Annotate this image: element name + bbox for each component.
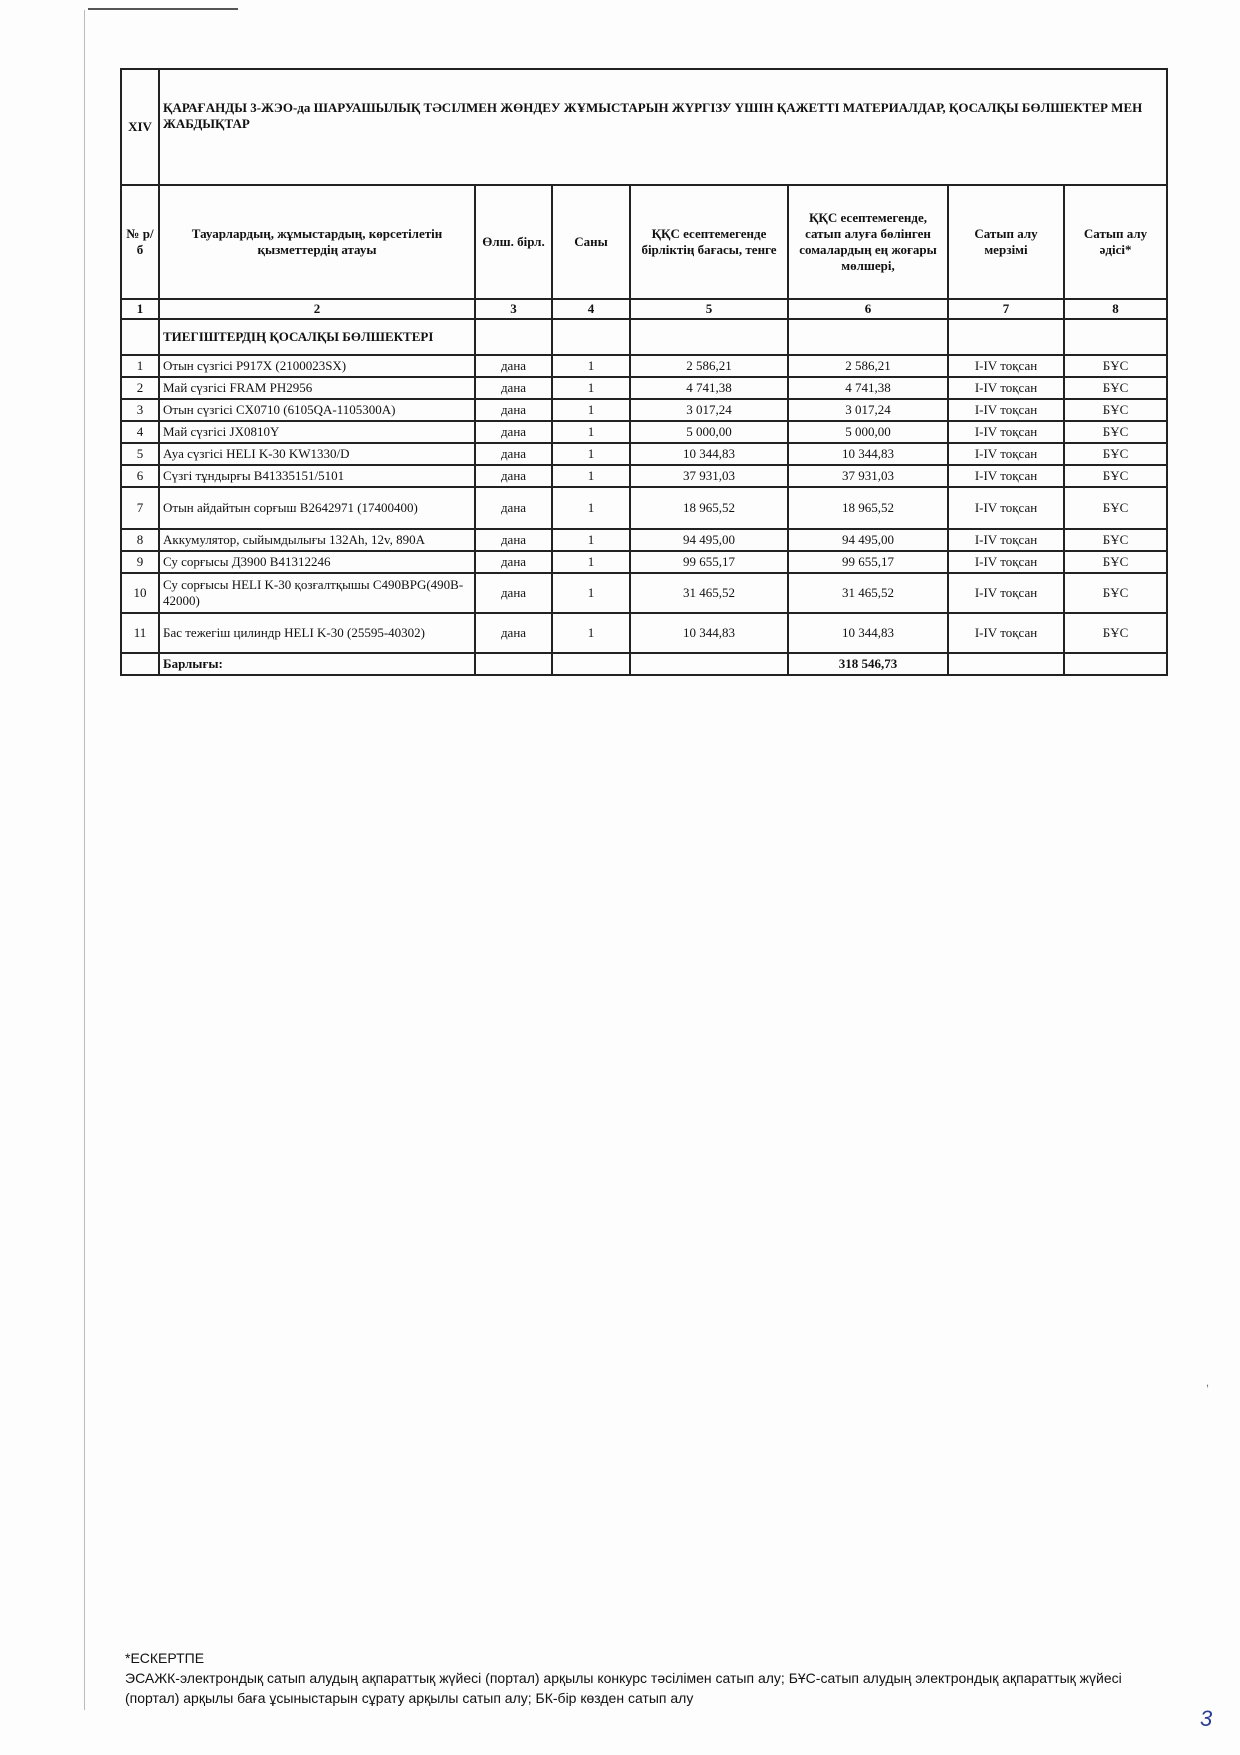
item-price: 37 931,03 [630,465,788,487]
item-name: Отын сүзгісі CX0710 (6105QA-1105300A) [159,399,475,421]
row-number: 5 [121,443,159,465]
row-number: 9 [121,551,159,573]
table-body [121,355,1167,653]
item-term: I-IV тоқсан [948,377,1064,399]
item-qty: 1 [552,443,630,465]
header-total: ҚҚС есептемегенде, сатып алуға бөлінген сомалардың ең жоғары мөлшері, [788,185,948,299]
item-name: Ауа сүзгісі HELI K-30 KW1330/D [159,443,475,465]
item-qty: 1 [552,487,630,529]
row-number: 8 [121,529,159,551]
item-unit: дана [475,377,552,399]
column-number: 8 [1064,299,1167,319]
item-price: 2 586,21 [630,355,788,377]
item-qty: 1 [552,529,630,551]
item-qty: 1 [552,551,630,573]
item-name: Отын сүзгісі P917X (2100023SX) [159,355,475,377]
header-num: № р/б [121,185,159,299]
item-price: 3 017,24 [630,399,788,421]
item-term: I-IV тоқсан [948,613,1064,653]
header-term: Сатып алу мерзімі [948,185,1064,299]
table-row [121,355,1167,377]
item-term: I-IV тоқсан [948,465,1064,487]
item-total: 18 965,52 [788,487,948,529]
column-number: 6 [788,299,948,319]
item-method: БҰС [1064,573,1167,613]
item-unit: дана [475,399,552,421]
item-unit: дана [475,551,552,573]
item-unit: дана [475,613,552,653]
row-number: 4 [121,421,159,443]
item-qty: 1 [552,399,630,421]
column-number: 5 [630,299,788,319]
table-row [121,613,1167,653]
item-price: 94 495,00 [630,529,788,551]
item-total: 10 344,83 [788,613,948,653]
header-unit: Өлш. бірл. [475,185,552,299]
item-price: 5 000,00 [630,421,788,443]
item-total: 5 000,00 [788,421,948,443]
item-price: 10 344,83 [630,613,788,653]
item-method: БҰС [1064,529,1167,551]
item-name: Аккумулятор, сыйымдылығы 132Ah, 12v, 890A [159,529,475,551]
table-row [121,421,1167,443]
item-qty: 1 [552,613,630,653]
item-qty: 1 [552,355,630,377]
item-unit: дана [475,355,552,377]
item-method: БҰС [1064,355,1167,377]
table-row [121,551,1167,573]
header-row [121,185,1167,299]
table-row [121,573,1167,613]
item-total: 2 586,21 [788,355,948,377]
item-unit: дана [475,529,552,551]
row-number: 7 [121,487,159,529]
item-name: Бас тежегіш цилиндр HELI K-30 (25595-40302) [159,613,475,653]
item-price: 31 465,52 [630,573,788,613]
item-price: 18 965,52 [630,487,788,529]
item-name: Отын айдайтын сорғыш B2642971 (17400400) [159,487,475,529]
table-row [121,443,1167,465]
item-total: 4 741,38 [788,377,948,399]
row-number: 11 [121,613,159,653]
item-unit: дана [475,465,552,487]
item-method: БҰС [1064,487,1167,529]
header-method: Сатып алу әдісі* [1064,185,1167,299]
item-name: Су сорғысы HELI K-30 қозғалтқышы C490BPG(490B-42000) [159,573,475,613]
total-value: 318 546,73 [788,653,948,675]
row-number: 3 [121,399,159,421]
item-name: Сүзгі тұндырғы B41335151/5101 [159,465,475,487]
column-number: 1 [121,299,159,319]
item-method: БҰС [1064,399,1167,421]
footnote-text: ЭСАЖК-электрондық сатып алудың ақпараттық жүйесі (портал) арқылы конкурс тәсілімен сатып алу; БҰС-сатып алудың электрондық ақпараттық жүйесі (портал) арқылы баға ұсыныстарын сұрату арқылы сатып алу; БК-бір көзден сатып алу [125,1670,1122,1706]
scan-edge-left [84,10,85,1710]
item-total: 10 344,83 [788,443,948,465]
group-title: ТИЕГІШТЕРДІҢ ҚОСАЛҚЫ БӨЛШЕКТЕРІ [159,319,475,355]
item-term: I-IV тоқсан [948,573,1064,613]
item-term: I-IV тоқсан [948,529,1064,551]
table-row [121,399,1167,421]
table-row [121,487,1167,529]
section-title: ҚАРАҒАНДЫ 3-ЖЭО-да ШАРУАШЫЛЫҚ ТӘСІЛМЕН ЖӨНДЕУ ЖҰМЫСТАРЫН ЖҮРГІЗУ ҮШІН ҚАЖЕТТІ МАТЕРИАЛДАР, ҚОСАЛҚЫ БӨЛШЕКТЕР МЕН ЖАБДЫҚТАР [159,69,1167,185]
item-unit: дана [475,443,552,465]
row-number: 6 [121,465,159,487]
item-price: 10 344,83 [630,443,788,465]
header-name: Тауарлардың, жұмыстардың, көрсетілетін қызметтердің атауы [159,185,475,299]
column-number-row [121,299,1167,319]
item-method: БҰС [1064,613,1167,653]
row-number: 1 [121,355,159,377]
item-total: 94 495,00 [788,529,948,551]
item-method: БҰС [1064,465,1167,487]
header-unit-price: ҚҚС есептемегенде бірліктің бағасы, тенге [630,185,788,299]
total-row [121,653,1167,675]
row-number: 2 [121,377,159,399]
item-method: БҰС [1064,551,1167,573]
footnote [125,1648,1165,1708]
column-number: 3 [475,299,552,319]
total-label: Барлығы: [159,653,475,675]
item-term: I-IV тоқсан [948,399,1064,421]
table-row [121,529,1167,551]
column-number: 4 [552,299,630,319]
section-row [121,69,1167,185]
item-total: 37 931,03 [788,465,948,487]
item-unit: дана [475,573,552,613]
header-qty: Саны [552,185,630,299]
scan-mark: , [1206,1377,1210,1389]
table-row [121,377,1167,399]
item-name: Су сорғысы Д3900 B41312246 [159,551,475,573]
item-price: 4 741,38 [630,377,788,399]
item-price: 99 655,17 [630,551,788,573]
footnote-title: *ЕСКЕРТПЕ [125,1650,205,1666]
item-qty: 1 [552,465,630,487]
table-row [121,465,1167,487]
group-row [121,319,1167,355]
item-term: I-IV тоқсан [948,443,1064,465]
item-method: БҰС [1064,443,1167,465]
item-term: I-IV тоқсан [948,551,1064,573]
item-name: Май сүзгісі JX0810Y [159,421,475,443]
scan-edge-top [88,8,238,10]
materials-table [120,68,1168,676]
item-unit: дана [475,487,552,529]
item-total: 31 465,52 [788,573,948,613]
column-number: 7 [948,299,1064,319]
item-method: БҰС [1064,421,1167,443]
item-total: 3 017,24 [788,399,948,421]
item-term: I-IV тоқсан [948,487,1064,529]
section-number: XIV [121,69,159,185]
item-qty: 1 [552,377,630,399]
column-number: 2 [159,299,475,319]
item-qty: 1 [552,573,630,613]
item-name: Май сүзгісі FRAM PH2956 [159,377,475,399]
item-term: I-IV тоқсан [948,421,1064,443]
item-term: I-IV тоқсан [948,355,1064,377]
row-number: 10 [121,573,159,613]
item-qty: 1 [552,421,630,443]
item-method: БҰС [1064,377,1167,399]
item-total: 99 655,17 [788,551,948,573]
item-unit: дана [475,421,552,443]
page-number: 3 [1200,1706,1213,1731]
